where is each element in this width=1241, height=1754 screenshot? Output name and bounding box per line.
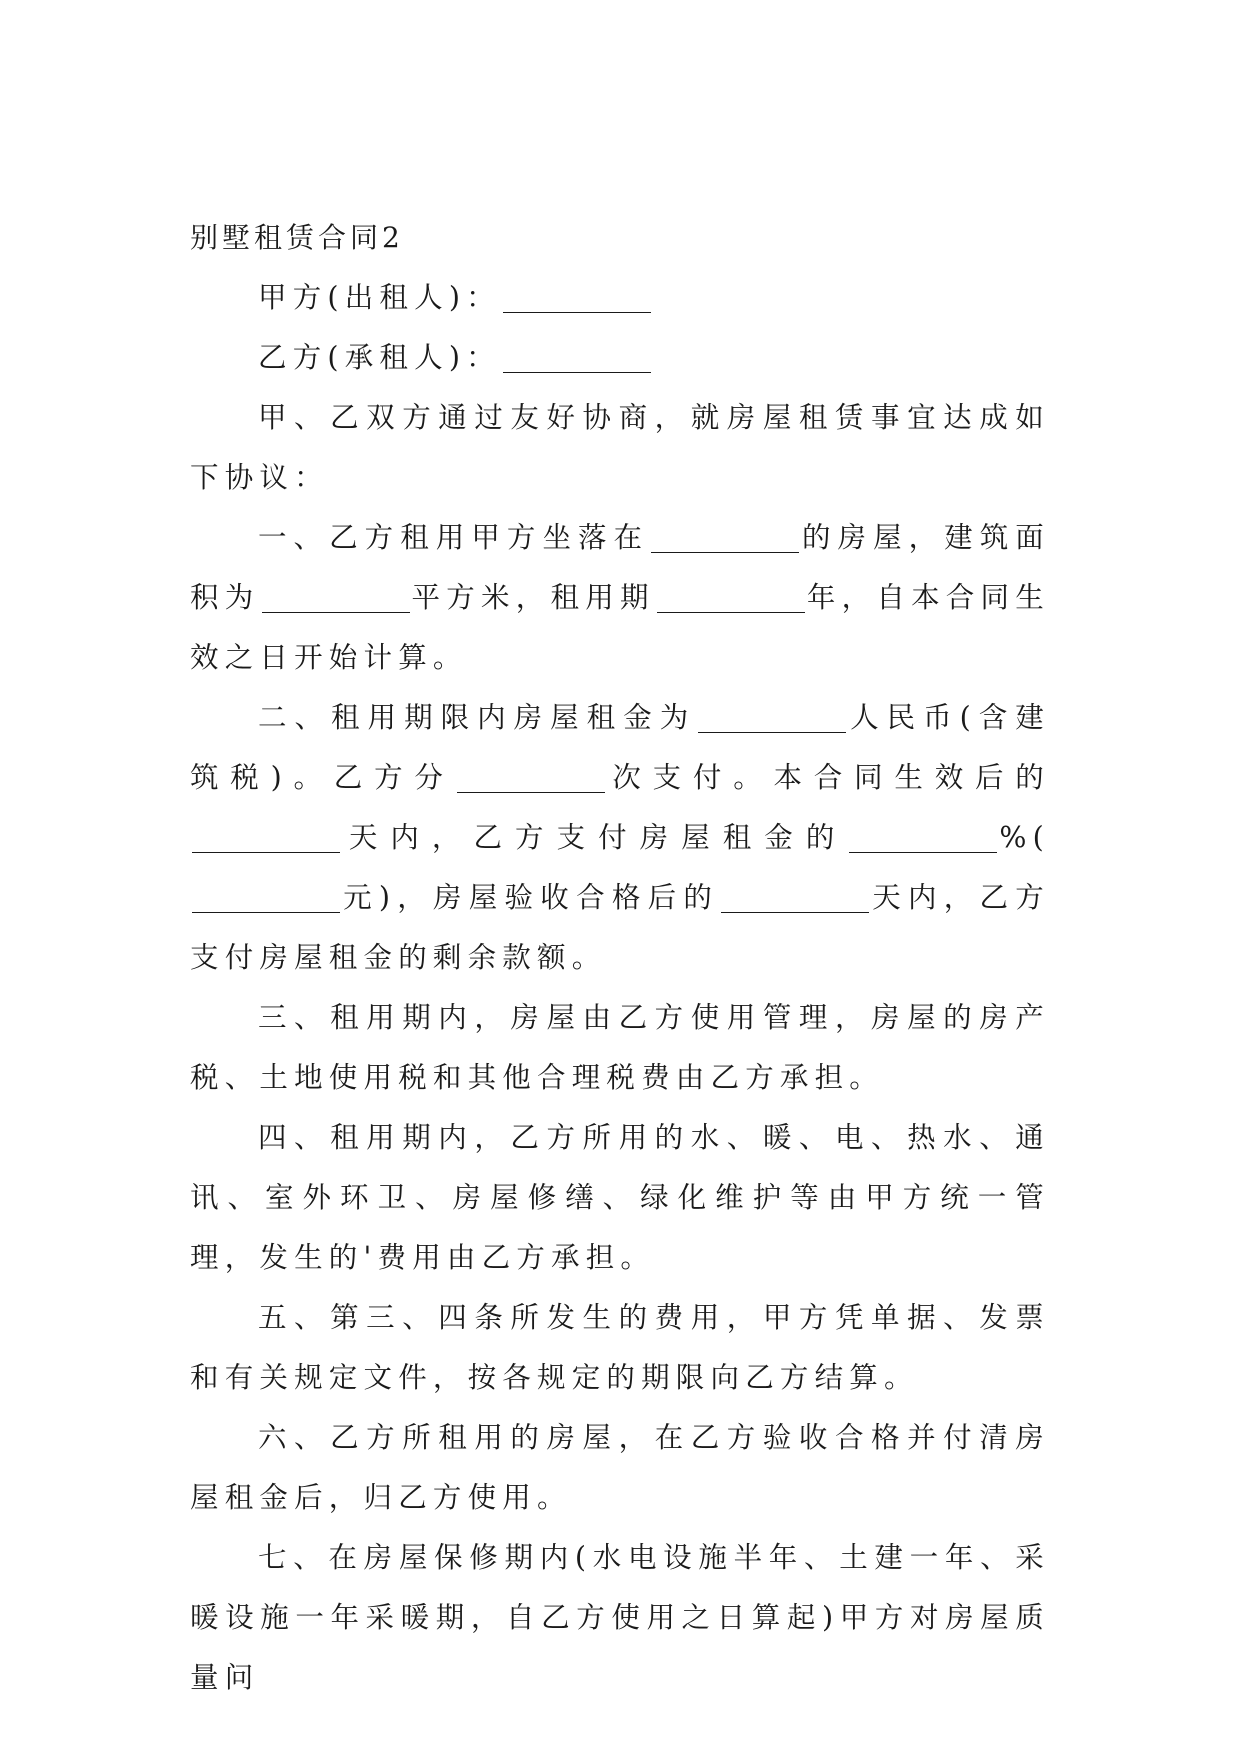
clause-2-text-3: 次支付。本合同生效后的 [606, 761, 1050, 794]
installments-blank[interactable] [457, 762, 605, 793]
party-a-line [190, 268, 1050, 328]
rent-amount-blank[interactable] [698, 702, 846, 733]
party-a-blank[interactable] [503, 282, 651, 313]
party-b-blank[interactable] [503, 342, 651, 373]
party-a-label: 甲方(出租人)： [258, 281, 501, 314]
balance-days-blank[interactable] [721, 882, 869, 913]
first-payment-days-blank[interactable] [192, 822, 340, 853]
percent-blank[interactable] [849, 822, 997, 853]
clause-1-text-2: 的房屋，建筑面积为 [190, 521, 1050, 614]
clause-1-text-3: 平方米，租用期 [411, 581, 655, 614]
yuan-blank[interactable] [192, 882, 340, 913]
clause-2-text-2: 人民币(含建筑税)。乙方分 [190, 701, 1050, 794]
clause-7: 七、在房屋保修期内(水电设施半年、土建一年、采暖设施一年采暖期，自乙方使用之日算起)甲方对房屋质量问 [190, 1541, 1050, 1694]
clause-4: 四、租用期内，乙方所用的水、暖、电、热水、通讯、室外环卫、房屋修缮、绿化维护等由甲方统一管理，发生的'费用由乙方承担。 [190, 1121, 1050, 1274]
clause-1-text-1: 一、乙方租用甲方坐落在 [258, 521, 650, 554]
intro-paragraph: 甲、乙双方通过友好协商，就房屋租赁事宜达成如下协议： [190, 401, 1050, 494]
clause-2-text-4: 天内，乙方支付房屋租金的 [342, 821, 848, 854]
clause-1 [190, 508, 1050, 688]
clause-1-text-4: 年，自本合同生效之日开始计算。 [190, 581, 1051, 674]
party-b-label: 乙方(承租人)： [258, 341, 501, 374]
term-years-blank[interactable] [657, 582, 805, 613]
area-blank[interactable] [262, 582, 410, 613]
document-body [190, 268, 1050, 1708]
clause-2-text-5: %( [999, 821, 1050, 854]
document-title: 别墅租赁合同2 [190, 221, 404, 254]
clause-2 [190, 688, 1050, 988]
clause-3: 三、租用期内，房屋由乙方使用管理，房屋的房产税、土地使用税和其他合理税费由乙方承担。 [190, 1001, 1050, 1094]
clause-2-text-1: 二、租用期限内房屋租金为 [258, 701, 697, 734]
party-b-line [190, 328, 1050, 388]
location-blank[interactable] [651, 522, 799, 553]
clause-5: 五、第三、四条所发生的费用，甲方凭单据、发票和有关规定文件，按各规定的期限向乙方结算。 [190, 1301, 1050, 1394]
clause-2-text-7: 天内，乙方支付房屋租金的剩余款额。 [190, 881, 1050, 974]
clause-2-text-6: 元)，房屋验收合格后的 [342, 881, 720, 914]
clause-6: 六、乙方所租用的房屋，在乙方验收合格并付清房屋租金后，归乙方使用。 [190, 1421, 1050, 1514]
